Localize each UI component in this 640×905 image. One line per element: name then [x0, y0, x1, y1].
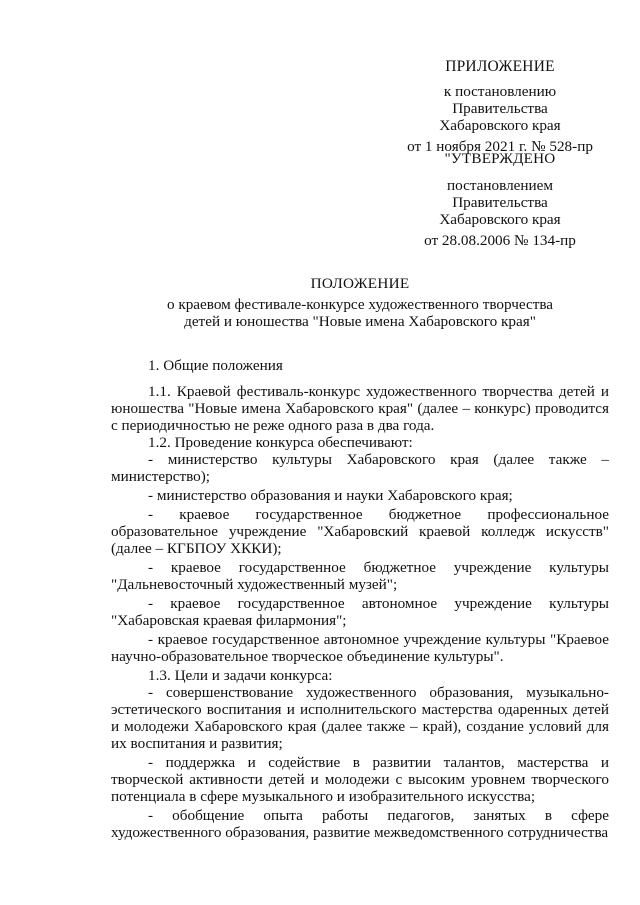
appendix-line-2: Правительства — [452, 100, 548, 117]
organizer-item: - краевое государственное автономное учреждение культуры "Хабаровская краевая филармония"; — [111, 595, 609, 629]
paragraph-1-3: 1.3. Цели и задачи конкурса: — [148, 667, 333, 684]
organizer-item: - краевое государственное автономное учреждение культуры "Краевое научно-образовательное творческое объединение культуры". — [111, 631, 609, 665]
appendix-line-4: от 1 ноября 2021 г. № 528-пр — [407, 138, 593, 155]
document-title-block — [80, 275, 640, 330]
approved-title: "УТВЕРЖДЕНО — [444, 150, 556, 167]
approved-line-1: постановлением — [446, 177, 554, 194]
appendix-line-3: Хабаровского края — [439, 117, 561, 134]
appendix-title: ПРИЛОЖЕНИЕ — [445, 58, 555, 75]
document-body — [111, 357, 609, 843]
document-subtitle-line-2: детей и юношества "Новые имена Хабаровского края" — [184, 313, 536, 330]
document-title: ПОЛОЖЕНИЕ — [310, 275, 410, 292]
goal-item: - поддержка и содействие в развитии талантов, мастерства и творческой активности детей и молодежи с высоким уровнем творческого потенциала в сфере музыкального и изобразительного искусства; — [111, 754, 609, 805]
organizer-item: - краевое государственное бюджетное учреждение культуры "Дальневосточный художественный музей"; — [111, 559, 609, 593]
document-subtitle-line-1: о краевом фестивале-конкурсе художественного творчества — [166, 296, 554, 313]
organizer-item: - министерство образования и науки Хабаровского края; — [148, 487, 513, 504]
paragraph-1-2: 1.2. Проведение конкурса обеспечивают: — [148, 434, 413, 451]
approved-line-2: Правительства — [452, 194, 548, 211]
goal-item: - обобщение опыта работы педагогов, занятых в сфере художественного образования, развитие межведомственного сотрудничества — [111, 807, 609, 841]
paragraph-1-1: 1.1. Краевой фестиваль-конкурс художественного творчества детей и юношества "Новые имена Хабаровского края" (далее – конкурс) проводится с периодичностью не реже одного раза в два года. — [111, 383, 609, 434]
section-heading: 1. Общие положения — [148, 357, 283, 374]
approved-header — [400, 150, 600, 249]
appendix-header — [400, 58, 600, 155]
goal-item: - совершенствование художественного образования, музыкально-эстетического воспитания и исполнительского мастерства одаренных детей и молодежи Хабаровского края (далее также – край), создание условий для их воспитания и развития; — [111, 684, 609, 752]
organizer-item: - краевое государственное бюджетное профессиональное образовательное учреждение "Хабаровский краевой колледж искусств" (далее – КГБПОУ ХККИ); — [111, 506, 609, 557]
approved-line-4: от 28.08.2006 № 134-пр — [424, 232, 576, 249]
organizer-item: - министерство культуры Хабаровского края (далее также – министерство); — [111, 451, 609, 485]
approved-line-3: Хабаровского края — [439, 211, 561, 228]
appendix-line-1: к постановлению — [443, 83, 557, 100]
